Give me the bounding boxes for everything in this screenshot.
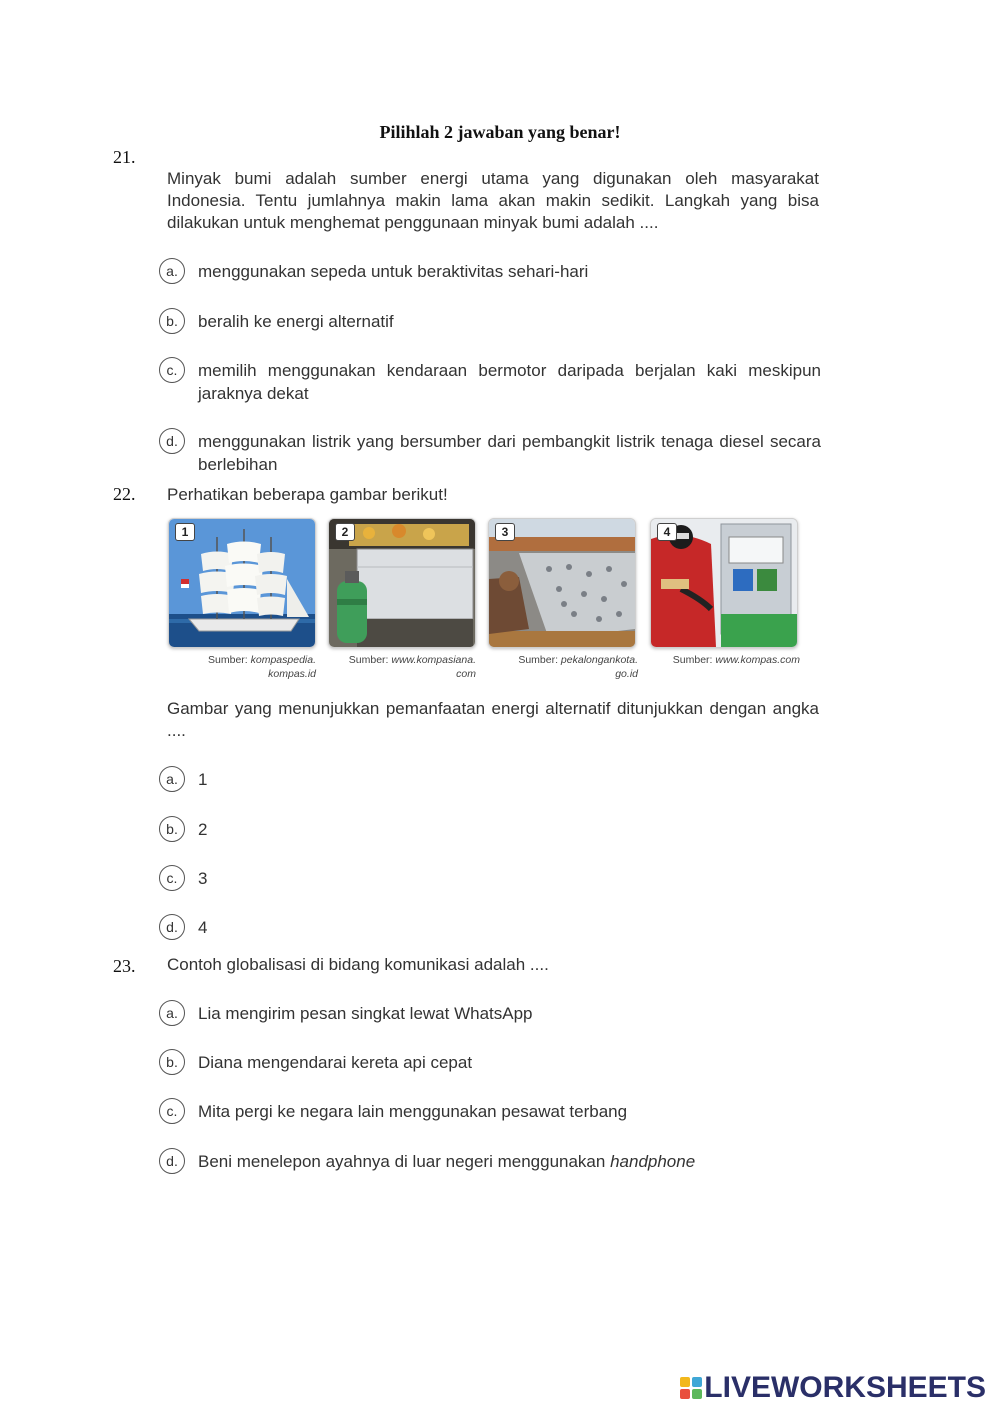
option-a-badge[interactable]: a. xyxy=(159,1000,185,1026)
q23-option-a[interactable] xyxy=(159,1002,821,1026)
option-b-badge[interactable]: b. xyxy=(159,308,185,334)
q22-option-a[interactable] xyxy=(159,768,821,792)
liveworksheets-logo[interactable] xyxy=(680,1371,986,1405)
image-3-caption: Sumber: pekalongankota. go.id xyxy=(518,654,638,680)
option-text: 1 xyxy=(198,770,208,789)
image-4-fuel-pump xyxy=(650,518,798,648)
option-d-badge[interactable]: d. xyxy=(159,1148,185,1174)
q21-option-c[interactable] xyxy=(159,359,821,405)
option-emphasis: handphone xyxy=(610,1152,696,1171)
q21-option-d[interactable] xyxy=(159,430,821,476)
option-text: menggunakan sepeda untuk beraktivitas sehari-hari xyxy=(198,262,589,281)
option-text: 3 xyxy=(198,869,208,888)
q21-option-b[interactable] xyxy=(159,310,821,334)
logo-wordmark: LIVEWORKSHEETS xyxy=(704,1371,986,1404)
image-1-ship xyxy=(168,518,316,648)
option-text: Mita pergi ke negara lain menggunakan pesawat terbang xyxy=(198,1102,628,1121)
instruction-heading: Pilihlah 2 jawaban yang benar! xyxy=(379,122,621,142)
image-4-caption: Sumber: www.kompas.com xyxy=(672,654,800,666)
q21-option-a[interactable] xyxy=(159,260,821,284)
image-2-caption: Sumber: www.kompasiana. com xyxy=(348,654,476,680)
option-text: menggunakan listrik yang bersumber dari pembangkit listrik tenaga diesel secara berlebihan xyxy=(198,432,821,474)
question-23-number: 23. xyxy=(113,956,136,976)
q22-option-c[interactable] xyxy=(159,867,821,891)
image-2-number: 2 xyxy=(335,523,355,541)
q23-option-d[interactable] xyxy=(159,1150,821,1174)
logo-grid-icon xyxy=(680,1377,702,1399)
image-3-drying-fish xyxy=(488,518,636,648)
image-1-caption: Sumber: kompaspedia. kompas.id xyxy=(208,654,316,680)
question-22-text: Gambar yang menunjukkan pemanfaatan energi alternatif ditunjukkan dengan angka .... xyxy=(167,699,819,740)
image-4-number: 4 xyxy=(657,523,677,541)
option-c-badge[interactable]: c. xyxy=(159,357,185,383)
option-b-badge[interactable]: b. xyxy=(159,1049,185,1075)
question-22-intro: Perhatikan beberapa gambar berikut! xyxy=(167,485,448,504)
q23-option-c[interactable] xyxy=(159,1100,821,1124)
option-b-badge[interactable]: b. xyxy=(159,816,185,842)
option-text: beralih ke energi alternatif xyxy=(198,312,394,331)
option-a-badge[interactable]: a. xyxy=(159,258,185,284)
question-21-text: Minyak bumi adalah sumber energi utama yang digunakan oleh masyarakat Indonesia. Tentu jumlahnya makin lama akan makin sedikit. Langkah yang bisa dilakukan untuk menghemat penggunaan minyak bumi adalah .... xyxy=(167,169,819,232)
option-c-badge[interactable]: c. xyxy=(159,1098,185,1124)
question-22-number: 22. xyxy=(113,484,136,504)
option-text: 4 xyxy=(198,918,208,937)
option-d-badge[interactable]: d. xyxy=(159,428,185,454)
image-3-number: 3 xyxy=(495,523,515,541)
question-21-number: 21. xyxy=(113,147,136,167)
image-2-gas-cylinder xyxy=(328,518,476,648)
option-text: Beni menelepon ayahnya di luar negeri menggunakan handphone xyxy=(198,1152,696,1171)
option-text: Lia mengirim pesan singkat lewat WhatsApp xyxy=(198,1004,533,1023)
option-text: Diana mengendarai kereta api cepat xyxy=(198,1053,473,1072)
q23-option-b[interactable] xyxy=(159,1051,821,1075)
option-text: 2 xyxy=(198,820,208,839)
option-text: memilih menggunakan kendaraan bermotor daripada berjalan kaki meskipun jaraknya dekat xyxy=(198,361,821,403)
option-d-badge[interactable]: d. xyxy=(159,914,185,940)
option-a-badge[interactable]: a. xyxy=(159,766,185,792)
image-1-number: 1 xyxy=(175,523,195,541)
q22-option-d[interactable] xyxy=(159,916,821,940)
question-23-text: Contoh globalisasi di bidang komunikasi adalah .... xyxy=(167,955,549,974)
q22-option-b[interactable] xyxy=(159,818,821,842)
option-c-badge[interactable]: c. xyxy=(159,865,185,891)
